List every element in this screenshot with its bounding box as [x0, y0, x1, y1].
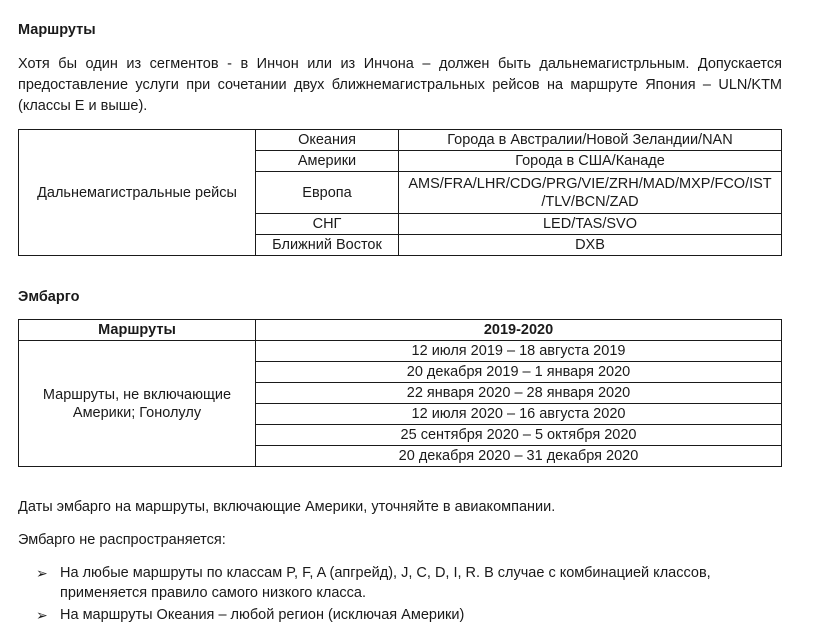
routes-heading: Маршруты	[18, 22, 96, 38]
table-row	[19, 130, 782, 151]
routes-column-header: Маршруты	[19, 320, 256, 341]
routes-description: Хотя бы один из сегментов - в Инчон или из Инчона – должен быть дальнемагистрльным. Допускается предоставление услуги при сочетании двух ближнемагистральных рейсов на маршруте Япония – ULN/KTM (классы E и выше).	[18, 56, 782, 114]
destinations-cell: Города в США/Канаде	[399, 151, 782, 172]
arrow-bullet-icon: ➢	[36, 565, 48, 581]
table-header-row	[19, 320, 782, 341]
embargo-period-cell: 12 июля 2019 – 18 августа 2019	[256, 341, 782, 362]
arrow-bullet-icon: ➢	[36, 607, 48, 623]
list-item-text: На маршруты Океания – любой регион (исключая Америки)	[60, 607, 465, 623]
embargo-table	[18, 319, 782, 467]
embargo-period-cell: 12 июля 2020 – 16 августа 2020	[256, 404, 782, 425]
region-cell: Ближний Восток	[256, 235, 399, 256]
embargo-heading: Эмбарго	[18, 289, 80, 305]
period-column-header: 2019-2020	[256, 320, 782, 341]
table-row	[19, 341, 782, 362]
embargo-period-cell: 20 декабря 2020 – 31 декабря 2020	[256, 446, 782, 467]
embargo-period-cell: 20 декабря 2019 – 1 января 2020	[256, 362, 782, 383]
destinations-cell: DXB	[399, 235, 782, 256]
embargo-group-label: Маршруты, не включающие Америки; Гонолулу	[19, 341, 256, 467]
long-haul-routes-table	[18, 129, 782, 256]
destinations-cell: LED/TAS/SVO	[399, 214, 782, 235]
list-item	[18, 563, 782, 603]
destinations-cell: AMS/FRA/LHR/CDG/PRG/VIE/ZRH/MAD/MXP/FCO/IST /TLV/BCN/ZAD	[399, 172, 782, 214]
region-cell: СНГ	[256, 214, 399, 235]
embargo-period-cell: 22 января 2020 – 28 января 2020	[256, 383, 782, 404]
not-applicable-title: Эмбарго не распространяется:	[18, 532, 226, 548]
region-cell: Европа	[256, 172, 399, 214]
embargo-period-cell: 25 сентября 2020 – 5 октября 2020	[256, 425, 782, 446]
exceptions-list	[18, 563, 782, 627]
region-cell: Америки	[256, 151, 399, 172]
list-item	[18, 605, 782, 625]
list-item-text: На любые маршруты по классам P, F, A (апгрейд), J, C, D, I, R. В случае с комбинацией классов, применяется правило самого низкого класса.	[60, 565, 711, 601]
americas-embargo-note: Даты эмбарго на маршруты, включающие Америки, уточняйте в авиакомпании.	[18, 499, 556, 515]
destinations-cell: Города в Австралии/Новой Зеландии/NAN	[399, 130, 782, 151]
long-haul-group-label: Дальнемагистральные рейсы	[19, 130, 256, 256]
region-cell: Океания	[256, 130, 399, 151]
